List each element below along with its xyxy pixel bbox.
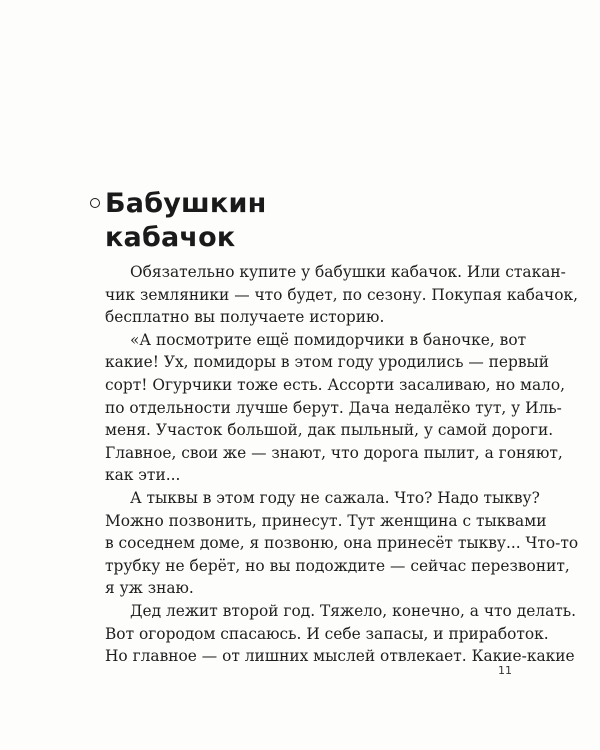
text-line: А тыквы в этом году не сажала. Что? Надо тыкву? [130,488,540,507]
text-line: трубку не берёт, но вы подождите — сейчас перезвонит, [105,556,570,575]
text-line: бесплатно вы получаете историю. [105,308,385,327]
text-line: Дед лежит второй год. Тяжело, конечно, а что делать. [130,601,577,620]
paragraph [105,600,577,668]
text-line: какие! Ух, помидоры в этом году уродились — первый [105,353,550,372]
text-line: чик земляники — что будет, по сезону. Покупая кабачок, [105,285,579,304]
text-line: сорт! Огурчики тоже есть. Ассорти засаливаю, но мало, [105,375,566,394]
chapter-title [105,187,266,255]
body-text [105,261,579,668]
page-number: 11 [498,664,512,677]
circle-outline-icon [90,198,100,208]
text-line: Вот огородом спасаюсь. И себе запасы, и приработок. [105,624,549,643]
paragraph [105,487,579,600]
text-line: «А посмотрите ещё помидорчики в баночке, вот [130,330,527,349]
chapter-title-line: Бабушкин [105,188,267,219]
paragraph [105,261,579,329]
paragraph [105,329,566,487]
text-line: по отдельности лучше берут. Дача недалёко тут, у Иль- [105,398,562,417]
text-line: меня. Участок большой, дак пыльный, у самой дороги. [105,421,554,440]
text-line: как эти... [105,466,181,485]
text-line: Но главное — от лишних мыслей отвлекает. Какие-какие [105,647,575,666]
text-line: в соседнем доме, я позвоню, она принесёт тыкву... Что-то [105,534,579,553]
text-line: Можно позвонить, принесут. Тут женщина с тыквами [105,511,547,530]
chapter-title-line: кабачок [105,222,236,253]
text-line: я уж знаю. [105,579,194,598]
text-line: Главное, свои же — знают, что дорога пылит, а гоняют, [105,443,563,462]
text-line: Обязательно купите у бабушки кабачок. Или стакан- [130,263,566,281]
